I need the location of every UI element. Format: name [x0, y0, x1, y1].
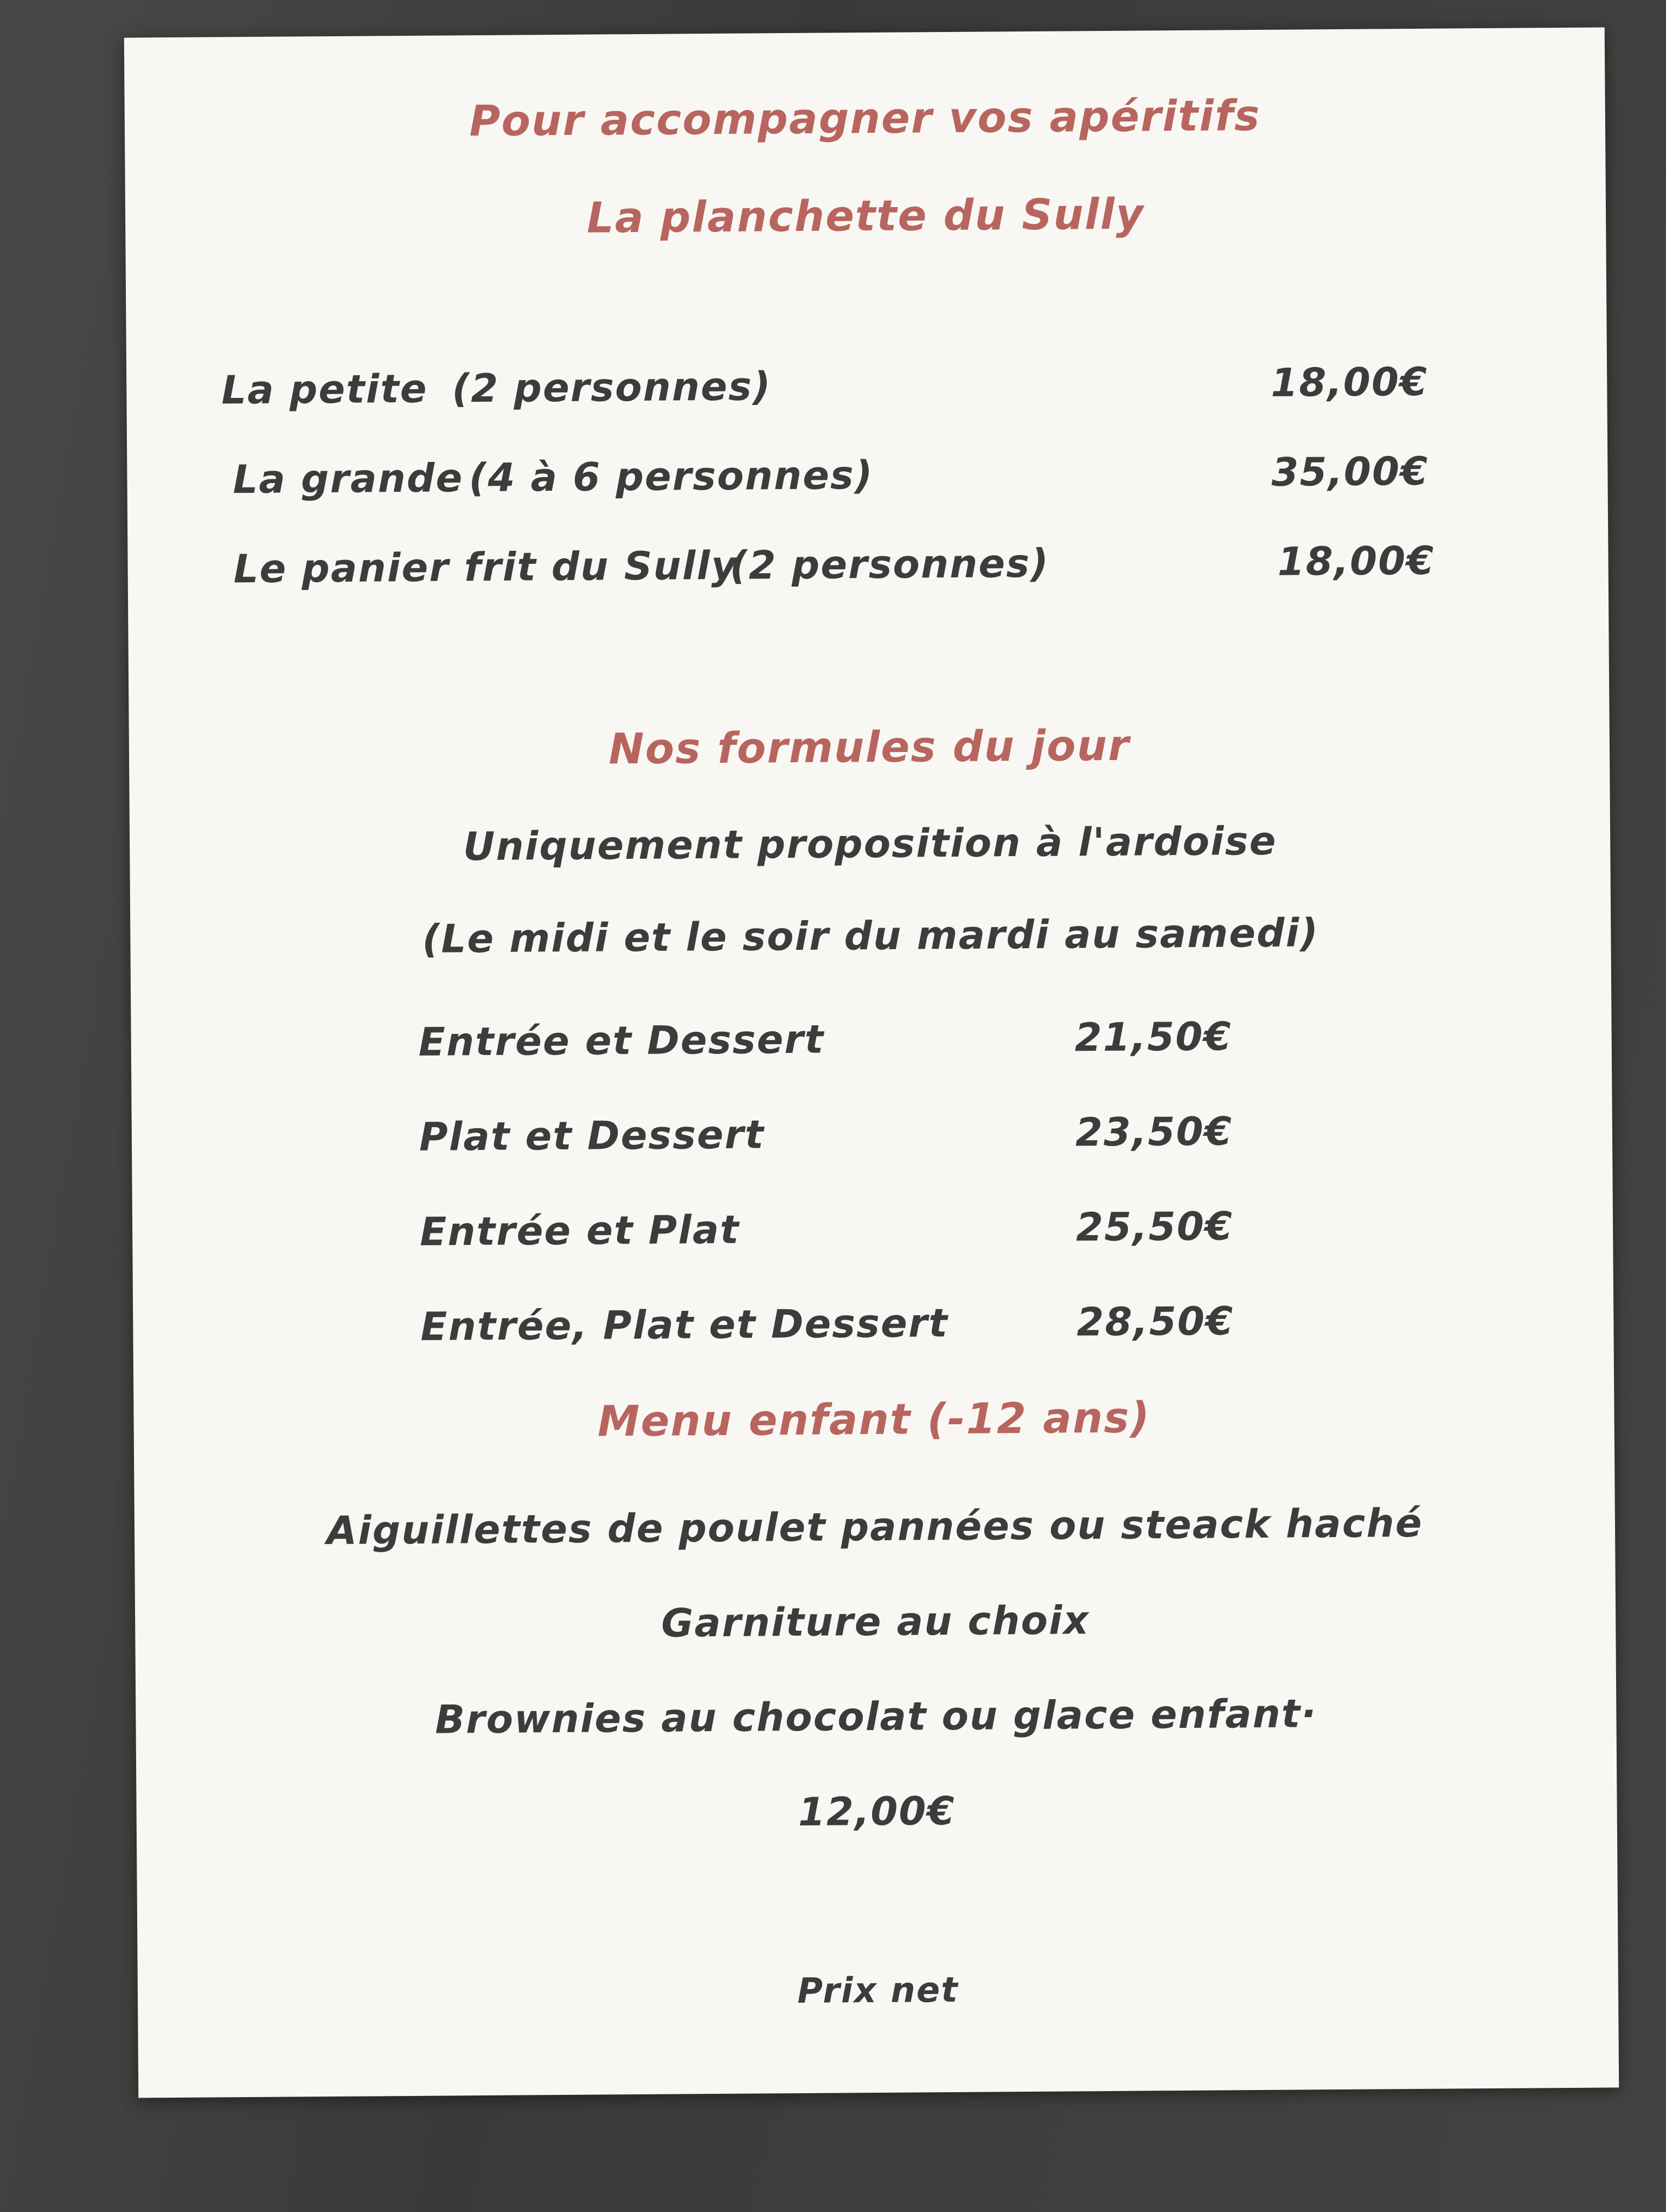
planchette-item-price: 35,00€	[1271, 448, 1429, 495]
planchette-item-detail: (2 personnes)	[452, 363, 772, 411]
formule-name: Plat et Dessert	[419, 1111, 765, 1160]
planchette-item-detail: (2 personnes)	[729, 540, 1050, 588]
planchette-item-price: 18,00€	[1270, 358, 1428, 406]
menu-sheet	[124, 28, 1619, 2098]
enfant-line: Aiguillettes de poulet pannées ou steack haché	[326, 1500, 1423, 1554]
planchette-item-name: La grande	[233, 455, 464, 503]
formule-name: Entrée et Dessert	[418, 1016, 825, 1065]
enfant-line: Brownies au chocolat ou glace enfant·	[434, 1690, 1317, 1742]
formule-price: 25,50€	[1075, 1203, 1234, 1250]
footer-note: Prix net	[797, 1970, 959, 2011]
planchette-item-detail: (4 à 6 personnes)	[469, 452, 874, 501]
formule-name: Entrée, Plat et Dessert	[420, 1300, 949, 1349]
formule-price: 21,50€	[1074, 1013, 1232, 1060]
enfant-line: Garniture au choix	[661, 1597, 1090, 1646]
formule-price: 28,50€	[1077, 1298, 1234, 1345]
enfant-price: 12,00€	[798, 1787, 956, 1835]
enfant-heading: Menu enfant (-12 ans)	[597, 1393, 1151, 1446]
formules-note: Uniquement proposition à l'ardoise	[463, 818, 1277, 870]
formule-price: 23,50€	[1075, 1108, 1233, 1155]
formules-heading: Nos formules du jour	[608, 721, 1130, 774]
planchette-item-name: Le panier frit du Sully	[233, 542, 738, 592]
formule-name: Entrée et Plat	[419, 1206, 740, 1255]
aperitif-heading: Pour accompagner vos apéritifs	[469, 91, 1261, 146]
planchette-item-name: La petite	[221, 365, 428, 413]
planchette-item-price: 18,00€	[1277, 537, 1435, 584]
formules-hours: (Le midi et le soir du mardi au samedi)	[422, 910, 1319, 962]
planchette-heading: La planchette du Sully	[586, 190, 1145, 243]
